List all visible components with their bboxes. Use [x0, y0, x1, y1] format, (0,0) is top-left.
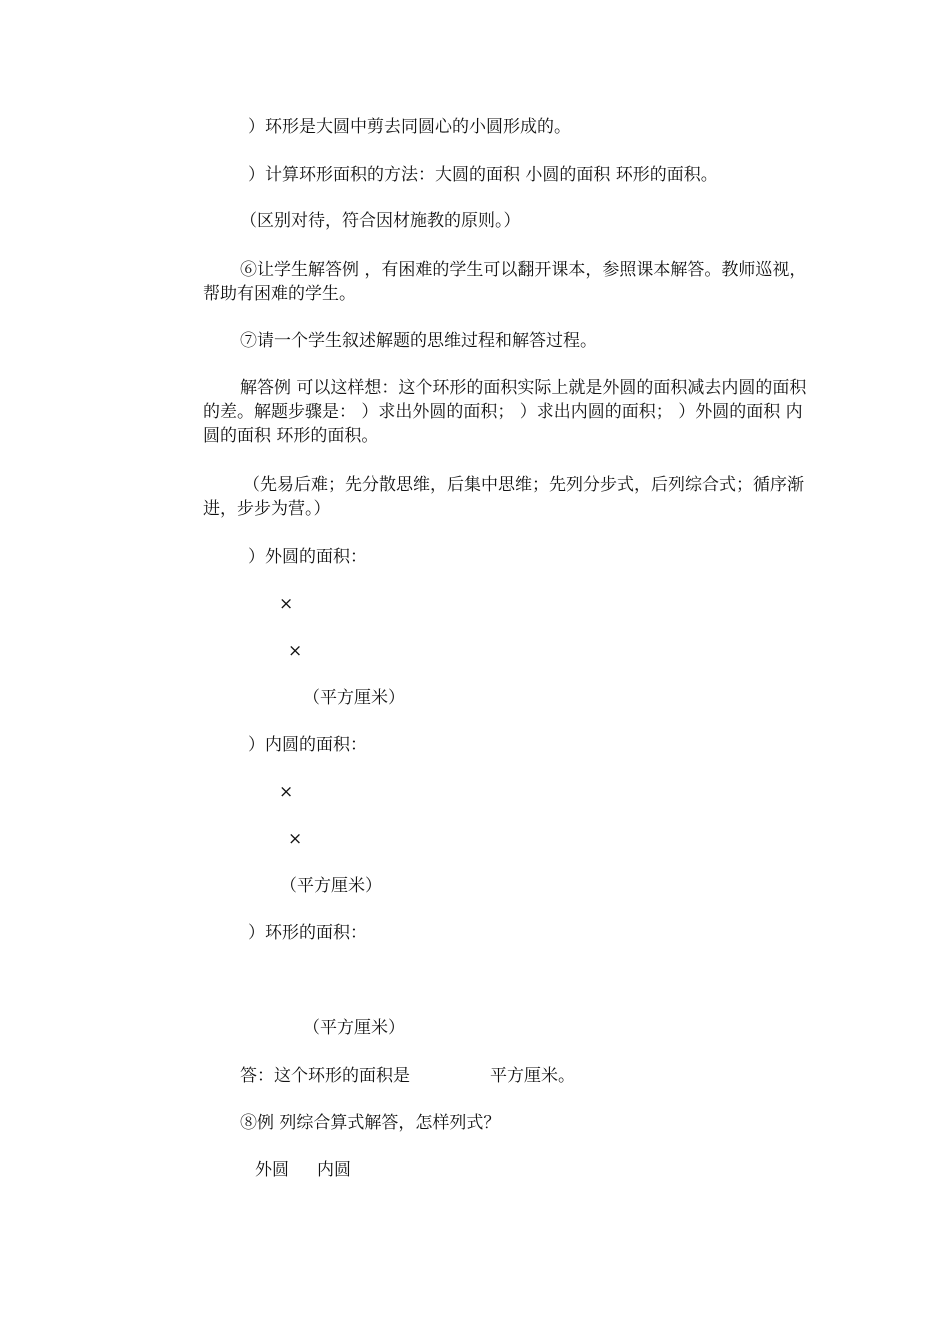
- step1-multiplication-1: ×: [279, 594, 294, 614]
- paragraph-area-method: ）计算环形面积的方法：大圆的面积 小圆的面积 环形的面积。: [248, 165, 718, 185]
- paragraph-annulus-definition: ）环形是大圆中剪去同圆心的小圆形成的。: [248, 117, 571, 137]
- paragraph-teaching-note-1: （区别对待，符合因材施教的原则。）: [240, 211, 521, 231]
- paragraph-step-6: ⑥让学生解答例 ，有困难的学生可以翻开课本，参照课本解答。教师巡视，帮助有困难的学生。: [203, 260, 807, 304]
- answer-suffix: 平方厘米。: [490, 1066, 575, 1086]
- step3-title: ）环形的面积：: [248, 923, 367, 943]
- step1-unit: （平方厘米）: [303, 688, 405, 708]
- step1-multiplication-2: ×: [288, 641, 303, 661]
- step2-title: ）内圆的面积：: [248, 735, 367, 755]
- label-inner-circle: 内圆: [317, 1160, 351, 1180]
- paragraph-solution-explanation: 解答例 可以这样想：这个环形的面积实际上就是外圆的面积减去内圆的面积的差。解题步骤是： ）求出外圆的面积； ）求出内圆的面积； ）外圆的面积 内圆的面积 环形的面积。: [203, 378, 807, 446]
- paragraph-step-7: ⑦请一个学生叙述解题的思维过程和解答过程。: [240, 331, 597, 351]
- answer-prefix: 答：这个环形的面积是: [240, 1066, 410, 1086]
- step2-unit: （平方厘米）: [280, 876, 382, 896]
- step3-unit: （平方厘米）: [303, 1018, 405, 1038]
- label-outer-circle: 外圆: [255, 1160, 289, 1180]
- paragraph-teaching-note-2: （先易后难；先分散思维，后集中思维；先列分步式，后列综合式；循序渐进，步步为营。）: [203, 475, 804, 519]
- step2-multiplication-2: ×: [288, 829, 303, 849]
- paragraph-step-8: ⑧例 列综合算式解答，怎样列式？: [240, 1113, 501, 1133]
- step2-multiplication-1: ×: [279, 782, 294, 802]
- step1-title: ）外圆的面积：: [248, 547, 367, 567]
